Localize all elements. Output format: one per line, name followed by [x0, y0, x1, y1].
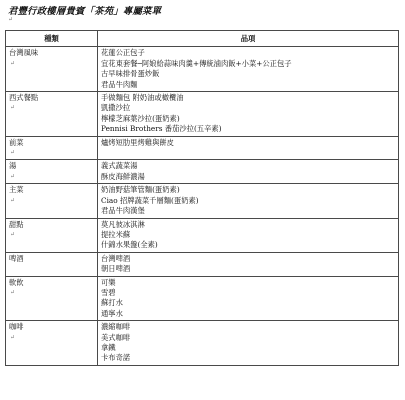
paragraph-mark: ↵: [10, 172, 16, 180]
menu-item: 台灣啤酒: [101, 253, 131, 263]
menu-item: 什錦水果盤(全素): [101, 240, 158, 250]
menu-item: 宜花東套餐─阿娘給蒜味肉羹+傳統滷肉飯+小菜+公正包子: [101, 58, 292, 68]
category-label: 湯: [9, 161, 17, 171]
table-row: [6, 184, 399, 218]
paragraph-mark: ↵: [8, 16, 14, 23]
items-cell: [98, 92, 399, 137]
menu-item: 朝日啤酒: [101, 264, 131, 274]
menu-item: 拿鐵: [101, 342, 116, 352]
menu-item: Ciao 招牌蔬菜千層麵(蛋奶素): [101, 195, 199, 205]
menu-item: 古早味排骨蛋炒飯: [101, 69, 160, 79]
category-label: 啤酒: [9, 253, 24, 263]
paragraph-mark: ↵: [10, 104, 16, 112]
category-cell: [6, 276, 98, 321]
table-row: [6, 276, 399, 321]
menu-item: 美式咖啡: [101, 332, 131, 342]
table-row: [6, 321, 399, 366]
document-title: 君豐行政樓層貴賓「茶苑」專屬菜單: [8, 6, 162, 17]
menu-item: 凱撒沙拉: [101, 103, 131, 113]
menu-item: 檸檬芝麻葉沙拉(蛋奶素): [101, 113, 180, 123]
category-label: 前菜: [9, 137, 24, 147]
category-label: 台灣風味: [9, 48, 39, 58]
items-cell: [98, 160, 399, 184]
menu-item: 爐烤短肋里烤雞與餅皮: [101, 137, 174, 147]
category-cell: [6, 136, 98, 160]
table-row: [6, 47, 399, 92]
paragraph-mark: ↵: [10, 230, 16, 238]
menu-table: [5, 30, 399, 366]
category-cell: [6, 47, 98, 92]
category-cell: [6, 184, 98, 218]
items-cell: [98, 218, 399, 252]
menu-item: 可樂: [101, 277, 116, 287]
menu-item: 蘇打水: [101, 298, 123, 308]
menu-item: 君品牛肉漢堡: [101, 206, 145, 216]
paragraph-mark: ↵: [10, 196, 16, 204]
menu-item: Pennisi Brothers 番茄沙拉(五辛素): [101, 124, 222, 134]
table-row: [6, 136, 399, 160]
menu-item: 莫凡彼冰淇淋: [101, 219, 145, 229]
category-label: 主菜: [9, 185, 24, 195]
items-cell: [98, 136, 399, 160]
table-row: [6, 160, 399, 184]
menu-item: 義式蔬菜湯: [101, 161, 138, 171]
menu-item: 濃縮咖啡: [101, 322, 131, 332]
paragraph-mark: ↵: [10, 333, 16, 341]
menu-item: 酥皮海鮮濃湯: [101, 171, 145, 181]
table-row: [6, 92, 399, 137]
menu-item: 提拉米蘇: [101, 229, 131, 239]
table-header-row: [6, 31, 399, 47]
menu-item: 雪碧: [101, 287, 116, 297]
paragraph-mark: ↵: [10, 288, 16, 296]
items-cell: [98, 47, 399, 92]
items-cell: [98, 321, 399, 366]
header-category: 種類: [6, 31, 98, 47]
menu-item: 君品牛肉麵: [101, 79, 138, 89]
category-cell: [6, 321, 98, 366]
items-cell: [98, 184, 399, 218]
category-label: 西式餐點: [9, 93, 39, 103]
header-items: 品項: [98, 31, 399, 47]
menu-item: 通寧水: [101, 308, 123, 318]
table-row: [6, 218, 399, 252]
paragraph-mark: ↵: [10, 149, 16, 157]
menu-table-body: [6, 47, 399, 365]
menu-item: 花蓮公正包子: [101, 48, 145, 58]
table-row: [6, 252, 399, 276]
category-cell: [6, 218, 98, 252]
items-cell: [98, 276, 399, 321]
menu-item: 奶油野菇筆管麵(蛋奶素): [101, 185, 180, 195]
category-cell: [6, 160, 98, 184]
menu-item: 手做麵包 附奶油或橄欖油: [101, 93, 184, 103]
items-cell: [98, 252, 399, 276]
menu-item: 卡布奇諾: [101, 353, 131, 363]
category-label: 軟飲: [9, 277, 24, 287]
category-label: 甜點: [9, 219, 24, 229]
category-cell: [6, 252, 98, 276]
paragraph-mark: ↵: [10, 59, 16, 67]
category-label: 咖啡: [9, 322, 24, 332]
category-cell: [6, 92, 98, 137]
